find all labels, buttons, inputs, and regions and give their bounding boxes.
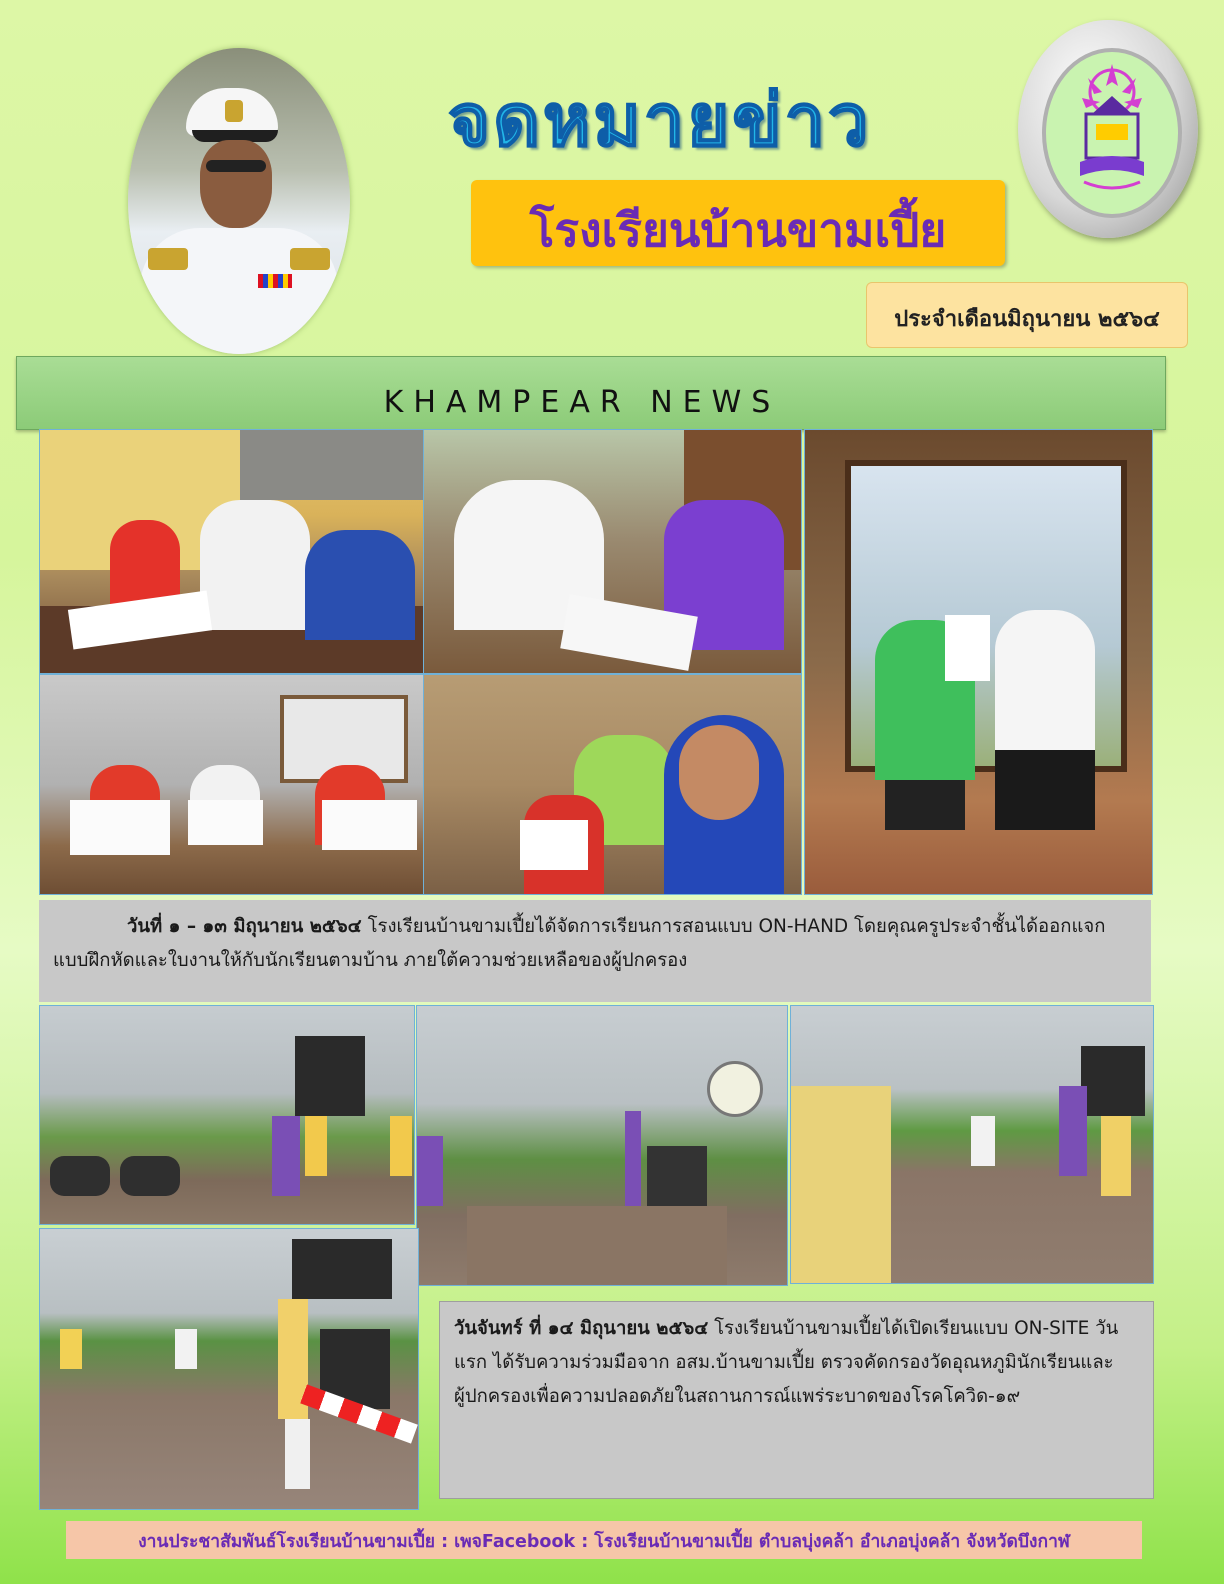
photo-students-arriving-at-gate bbox=[39, 1228, 419, 1510]
photo-student-receiving-paper bbox=[804, 429, 1153, 895]
glasses bbox=[206, 160, 266, 172]
face bbox=[200, 140, 272, 228]
photo-three-students-with-worksheets bbox=[39, 674, 424, 895]
caption-2 bbox=[454, 1312, 1124, 1414]
school-logo bbox=[1042, 48, 1182, 218]
caption-box-1 bbox=[39, 900, 1151, 1002]
school-name-box bbox=[471, 180, 1005, 266]
photo-health-volunteers-screening bbox=[790, 1005, 1154, 1284]
school-name: โรงเรียนบ้านขามเปี้ย bbox=[529, 203, 947, 257]
medal-ribbons bbox=[258, 274, 292, 288]
caption-2-date: วันจันทร์ ที่ ๑๔ มิถุนายน ๒๕๖๔ bbox=[454, 1318, 709, 1339]
epaulette-left bbox=[148, 248, 188, 270]
issue-month: ประจำเดือนมิถุนายน ๒๕๖๔ bbox=[894, 307, 1160, 332]
school-emblem-icon bbox=[1046, 52, 1178, 214]
photo-teacher-selfie-with-family bbox=[423, 674, 802, 895]
caption-box-2 bbox=[439, 1301, 1154, 1499]
month-box bbox=[866, 282, 1188, 348]
newsletter-title: จดหมายข่าว bbox=[448, 78, 872, 162]
caption-1-date: วันที่ ๑ – ๑๓ มิถุนายน ๒๕๖๔ bbox=[127, 916, 362, 937]
news-banner bbox=[16, 356, 1166, 430]
cap-badge bbox=[225, 100, 243, 122]
photo-school-gate-motorbikes bbox=[39, 1005, 415, 1225]
photo-teacher-giving-worksheet bbox=[423, 429, 802, 674]
footer-bar bbox=[66, 1521, 1142, 1559]
caption-1-text: โรงเรียนบ้านขามเปี้ยได้จัดการเรียนการสอนแบบ ON-HAND โดยคุณครูประจำชั้นได้ออกแจกแบบฝึกหัดและใบงานให้กับนักเรียนตามบ้าน ภายใต้ความช่วยเหลือของผู้ปกครอง bbox=[53, 916, 1106, 971]
photo-school-entrance-road bbox=[416, 1005, 788, 1286]
white-uniform bbox=[140, 228, 338, 354]
banner-title: KHAMPEAR NEWS bbox=[383, 385, 781, 420]
photo-teacher-with-students bbox=[39, 429, 424, 674]
caption-1 bbox=[53, 910, 1139, 978]
caption-2-text: โรงเรียนบ้านขามเปี้ยได้เปิดเรียนแบบ ON-SITE วันแรก ได้รับความร่วมมือจาก อสม.บ้านขามเปี้ย ตรวจคัดกรองวัดอุณหภูมินักเรียนและผู้ปกครองเพื่อความปลอดภัยในสถานการณ์แพร่ระบาดของโรคโควิด-๑๙ bbox=[454, 1318, 1119, 1407]
footer-contact: งานประชาสัมพันธ์โรงเรียนบ้านขามเปี้ย : เพจFacebook : โรงเรียนบ้านขามเปี้ย ตำบลบุ่งคล้า อำเภอบุ่งคล้า จังหวัดบึงกาฬ bbox=[138, 1532, 1070, 1552]
director-portrait bbox=[128, 48, 350, 354]
epaulette-right bbox=[290, 248, 330, 270]
